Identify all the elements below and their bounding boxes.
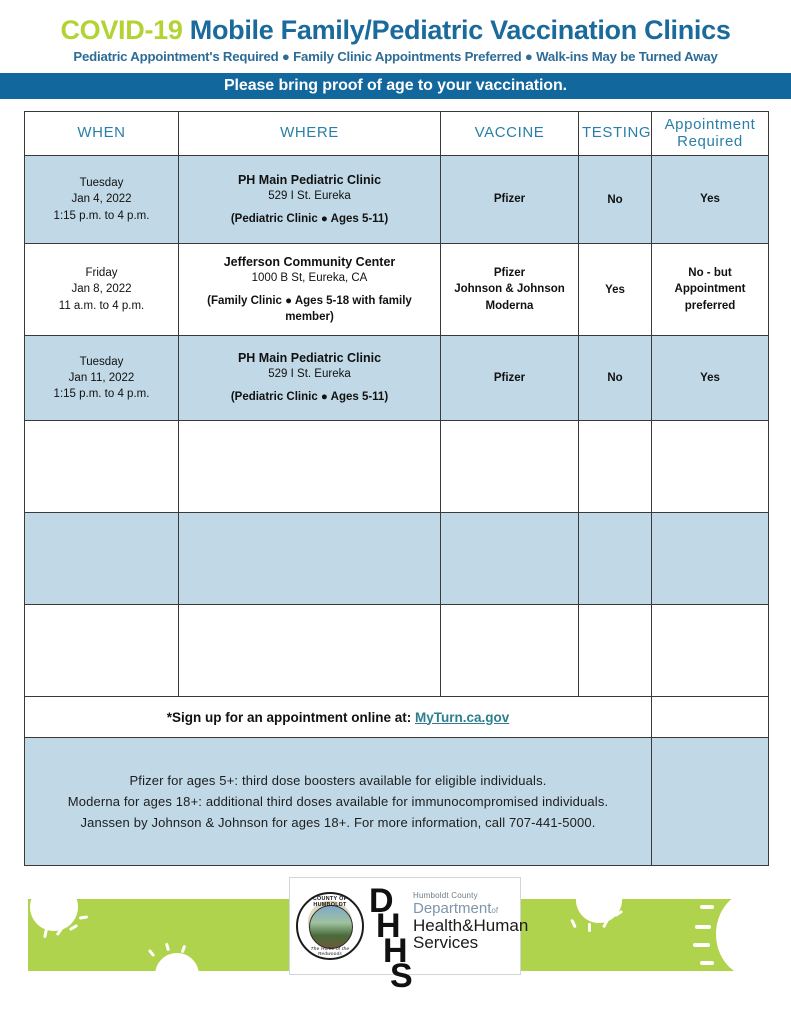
notes-line-2: Moderna for ages 18+: additional third doses available for immunocompromised individuals. xyxy=(67,793,609,809)
table-row-empty xyxy=(25,421,769,513)
cell-testing: No xyxy=(579,336,652,421)
dhhs-letters xyxy=(369,882,413,996)
table-row-empty xyxy=(25,605,769,697)
cell-testing: No xyxy=(579,156,652,244)
cell-where xyxy=(179,513,441,605)
virus-icon xyxy=(155,953,199,997)
cell-testing xyxy=(579,421,652,513)
logo-county: Humboldt County xyxy=(413,891,478,900)
column-header-testing: TESTING xyxy=(579,112,652,156)
dhhs-letter-h1: H xyxy=(376,907,401,946)
cell-when xyxy=(25,513,179,605)
when-time: 11 a.m. to 4 p.m. xyxy=(58,299,145,312)
virus-spike-icon xyxy=(693,943,710,947)
cell-when xyxy=(25,336,179,421)
schedule-table-wrap xyxy=(24,111,768,866)
notes-line-1: Pfizer for ages 5+: third dose boosters available for eligible individuals. xyxy=(129,772,547,788)
where-venue: Jefferson Community Center xyxy=(223,254,396,269)
cell-when xyxy=(25,244,179,336)
cell-where xyxy=(179,605,441,697)
signup-cell xyxy=(25,697,652,738)
cell-vaccine xyxy=(441,605,579,697)
humboldt-county-seal-icon xyxy=(296,892,364,960)
where-address: 529 I St. Eureka xyxy=(268,368,351,381)
cell-testing: Yes xyxy=(579,244,652,336)
notes-line-3: Janssen by Johnson & Johnson for ages 18+. For more information, call 707-441-5000. xyxy=(80,815,596,831)
clinic-schedule-table xyxy=(24,111,769,866)
cell-when xyxy=(25,421,179,513)
page-subtitle: Pediatric Appointment's Required ● Family Clinic Appointments Preferred ● Walk-ins May be Turned Away xyxy=(73,49,718,65)
cell-vaccine xyxy=(441,513,579,605)
cell-vaccine xyxy=(441,421,579,513)
proof-of-age-banner: Please bring proof of age to your vaccination. xyxy=(0,73,791,99)
column-header-when: WHEN xyxy=(25,112,179,156)
table-header-row xyxy=(25,112,769,156)
cell-where xyxy=(179,336,441,421)
virus-spike-icon xyxy=(700,905,714,909)
where-note: (Family Clinic ● Ages 5-18 with family member) xyxy=(207,294,412,323)
virus-icon xyxy=(716,891,790,977)
notes-row xyxy=(25,738,769,866)
table-row xyxy=(25,156,769,244)
where-address: 1000 B St, Eureka, CA xyxy=(251,271,368,284)
cell-testing xyxy=(579,513,652,605)
table-row-empty xyxy=(25,513,769,605)
page-footer xyxy=(0,882,791,996)
where-note: (Pediatric Clinic ● Ages 5-11) xyxy=(230,212,389,225)
seal-ring-text xyxy=(298,894,362,958)
dhhs-letter-s: S xyxy=(390,957,413,996)
cell-appointment xyxy=(652,605,769,697)
dhhs-wordmark xyxy=(369,882,529,996)
when-date: Jan 4, 2022 xyxy=(71,193,132,206)
cell-vaccine: Pfizer xyxy=(441,156,579,244)
cell-appointment xyxy=(652,421,769,513)
logo-department-of: of xyxy=(491,906,499,915)
signup-row xyxy=(25,697,769,738)
table-body xyxy=(25,156,769,866)
cell-testing xyxy=(579,605,652,697)
logo-department-word: Department xyxy=(413,900,492,917)
seal-bottom-text: The Home of the Redwoods xyxy=(310,945,350,956)
cell-where xyxy=(179,421,441,513)
notes-cell xyxy=(25,738,652,866)
where-venue: PH Main Pediatric Clinic xyxy=(237,172,382,187)
page-header xyxy=(0,0,791,64)
cell-appointment: No - but Appointment preferred xyxy=(652,244,769,336)
cell-appointment: Yes xyxy=(652,336,769,421)
table-row xyxy=(25,336,769,421)
seal-top-text: COUNTY OF HUMBOLDT xyxy=(312,896,348,908)
virus-icon xyxy=(30,883,78,931)
cell-vaccine: Pfizer Johnson & Johnson Moderna xyxy=(441,244,579,336)
table-row xyxy=(25,244,769,336)
signup-text: *Sign up for an appointment online at: xyxy=(166,709,415,725)
title-rest: Mobile Family/Pediatric Vaccination Clinics xyxy=(182,15,731,45)
when-day: Friday xyxy=(85,267,118,279)
virus-spike-icon xyxy=(700,961,714,965)
cell-where xyxy=(179,244,441,336)
cell-when xyxy=(25,156,179,244)
page-title xyxy=(0,16,791,44)
dhhs-logo-card xyxy=(289,877,529,996)
cell-vaccine: Pfizer xyxy=(441,336,579,421)
signup-spacer-cell xyxy=(652,697,769,738)
column-header-where: WHERE xyxy=(179,112,441,156)
column-header-appointment-required: Appointment Required xyxy=(652,112,769,156)
when-time: 1:15 p.m. to 4 p.m. xyxy=(53,209,150,222)
where-venue: PH Main Pediatric Clinic xyxy=(237,351,382,366)
virus-spike-icon xyxy=(695,925,711,929)
column-header-vaccine: VACCINE xyxy=(441,112,579,156)
myturn-link[interactable]: MyTurn.ca.gov xyxy=(414,709,510,725)
when-date: Jan 11, 2022 xyxy=(68,371,135,384)
when-day: Tuesday xyxy=(79,177,124,189)
cell-where xyxy=(179,156,441,244)
cell-appointment xyxy=(652,513,769,605)
cell-appointment: Yes xyxy=(652,156,769,244)
notes-spacer-cell xyxy=(652,738,769,866)
title-covid19: COVID-19 xyxy=(60,15,183,45)
virus-spike-icon xyxy=(588,923,591,932)
where-note: (Pediatric Clinic ● Ages 5-11) xyxy=(230,391,389,404)
when-time: 1:15 p.m. to 4 p.m. xyxy=(53,388,150,401)
where-address: 529 I St. Eureka xyxy=(268,189,351,202)
dhhs-letter-h2: H xyxy=(383,932,408,971)
logo-health-human: Health&Human xyxy=(413,916,529,935)
dhhs-letter-d: D xyxy=(369,882,394,920)
cell-when xyxy=(25,605,179,697)
when-day: Tuesday xyxy=(79,355,124,368)
logo-services: Services xyxy=(413,933,479,953)
dhhs-text-block xyxy=(413,891,528,952)
logo-department xyxy=(413,901,528,916)
when-date: Jan 8, 2022 xyxy=(71,283,132,296)
